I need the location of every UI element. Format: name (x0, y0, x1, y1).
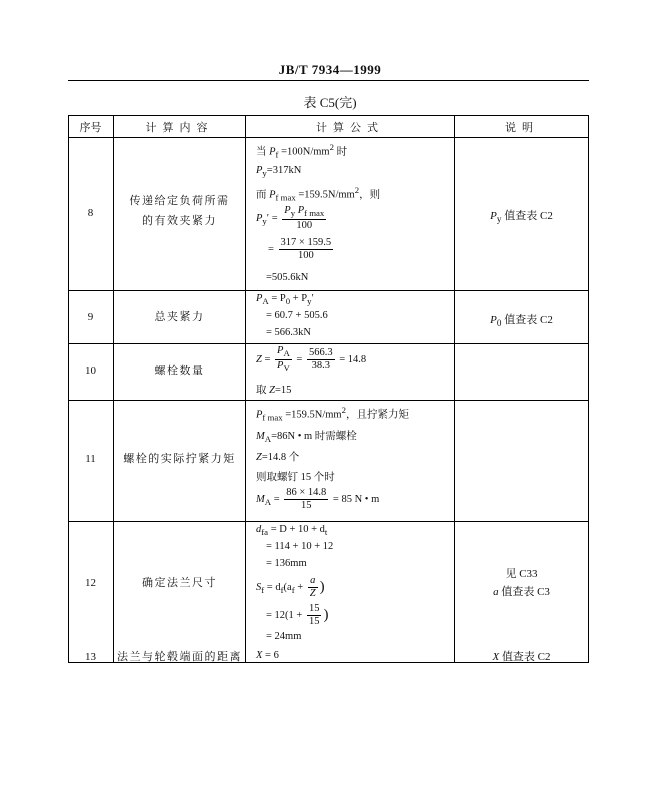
content-line: 螺栓数量 (154, 365, 205, 377)
fraction: $\frac{86 \times 14.8}{15}$ (286, 487, 327, 511)
row-content (114, 307, 245, 327)
col-divider (245, 115, 246, 663)
row-content (114, 573, 245, 593)
row-content (114, 449, 245, 469)
formula-line: $P_A = P_0 + P_y'$ (256, 293, 314, 307)
row-note: X 值查表 C2 (492, 651, 551, 663)
row-content (114, 647, 245, 667)
table-title: 表 C5(完) (303, 95, 357, 110)
row-note: $P_0$ 值查表 C2 (490, 314, 553, 329)
formula-line: = 566.3kN (266, 327, 312, 338)
content-line: 总夹紧力 (154, 311, 205, 323)
formula-line: X = 6 (256, 650, 279, 661)
row-index: 8 (87, 207, 94, 219)
col-header-formula: 计算公式 (316, 122, 384, 134)
formula-line: $d_{fa} = D + 10 + d_t$ (256, 524, 328, 538)
row-divider (68, 521, 589, 522)
row-note (454, 565, 589, 601)
row-index: 9 (87, 311, 94, 323)
row-index: 13 (85, 651, 96, 663)
formula-line: Z=14.8 个 (256, 452, 300, 463)
fraction: $\frac{a}{Z}$ (309, 575, 316, 599)
fraction: $\frac{P_A}{P_V}$ (277, 345, 290, 374)
formula-line: 而 $P_{f max} =159.5N/mm^2$，则 (256, 185, 381, 203)
content-line: 的有效夹紧力 (142, 215, 217, 227)
content-line: 确定法兰尺寸 (142, 577, 217, 589)
formula-line: 则取螺钉 15 个时 (256, 472, 335, 483)
fraction: $\frac{P_y P_{f max}}{100}$ (284, 205, 325, 232)
calc-table (68, 115, 589, 663)
formula-line: = 24mm (266, 631, 302, 642)
content-line: 传递给定负荷所需 (129, 195, 230, 207)
fraction: $\frac{15}{15}$ (308, 603, 320, 627)
header-rule (68, 80, 589, 81)
formula-line: = $\frac{317 \times 159.5}{100}$ (268, 237, 332, 261)
col-header-note: 说明 (505, 122, 539, 134)
note-line: 见 C33 (505, 568, 538, 580)
note-line: a 值查表 C3 (493, 586, 550, 598)
formula-line: = 136mm (266, 558, 307, 569)
row-divider (68, 400, 589, 401)
col-header-content: 计算内容 (145, 122, 214, 134)
fraction: $\frac{317 \times 159.5}{100}$ (280, 237, 332, 261)
col-header-index: 序号 (79, 122, 102, 134)
formula-line: $M_A=86N$ • m 时需螺栓 (256, 431, 357, 445)
formula-line: $P_y=317kN$ (256, 165, 302, 179)
formula-line: = 60.7 + 505.6 (266, 310, 328, 321)
standard-code: JB/T 7934—1999 (278, 62, 382, 77)
formula-line: 取 Z=15 (256, 385, 292, 396)
fraction: $\frac{566.3}{38.3}$ (308, 347, 333, 372)
row-content (114, 361, 245, 381)
formula-line: $P_{f max} =159.5N/mm^2$，且拧紧力矩 (256, 405, 409, 423)
row-note: $P_y$ 值查表 C2 (490, 210, 553, 225)
row-divider (68, 343, 589, 344)
formula-line: $P_y'$ = $\frac{P_y P_{f max}}{100}$ (256, 205, 325, 232)
formula-line: Z = $\frac{P_A}{P_V}$ = $\frac{566.3}{38.3}$ = 14.8 (256, 345, 367, 374)
row-content (114, 191, 245, 231)
formula-line: $M_A$ = $\frac{86 \times 14.8}{15}$ = 85 N • m (256, 487, 380, 511)
row-index: 10 (85, 365, 96, 377)
row-divider (68, 290, 589, 291)
row-index: 12 (85, 577, 96, 589)
row-divider (68, 137, 589, 138)
formula-line: 当 $P_f =100N/mm^2$ 时 (256, 142, 348, 160)
formula-line: $S_f = d_f(a_f$ + $\frac{a}{Z}$ ) (256, 575, 325, 599)
formula-line: = 12(1 + $\frac{15}{15}$ ) (266, 603, 329, 627)
row-index: 11 (85, 453, 96, 465)
formula-line: =505.6kN (266, 272, 309, 283)
formula-line: = 114 + 10 + 12 (266, 541, 334, 552)
content-line: 螺栓的实际拧紧力矩 (123, 453, 236, 465)
content-line: 法兰与轮毂端面的距离 (117, 651, 242, 663)
